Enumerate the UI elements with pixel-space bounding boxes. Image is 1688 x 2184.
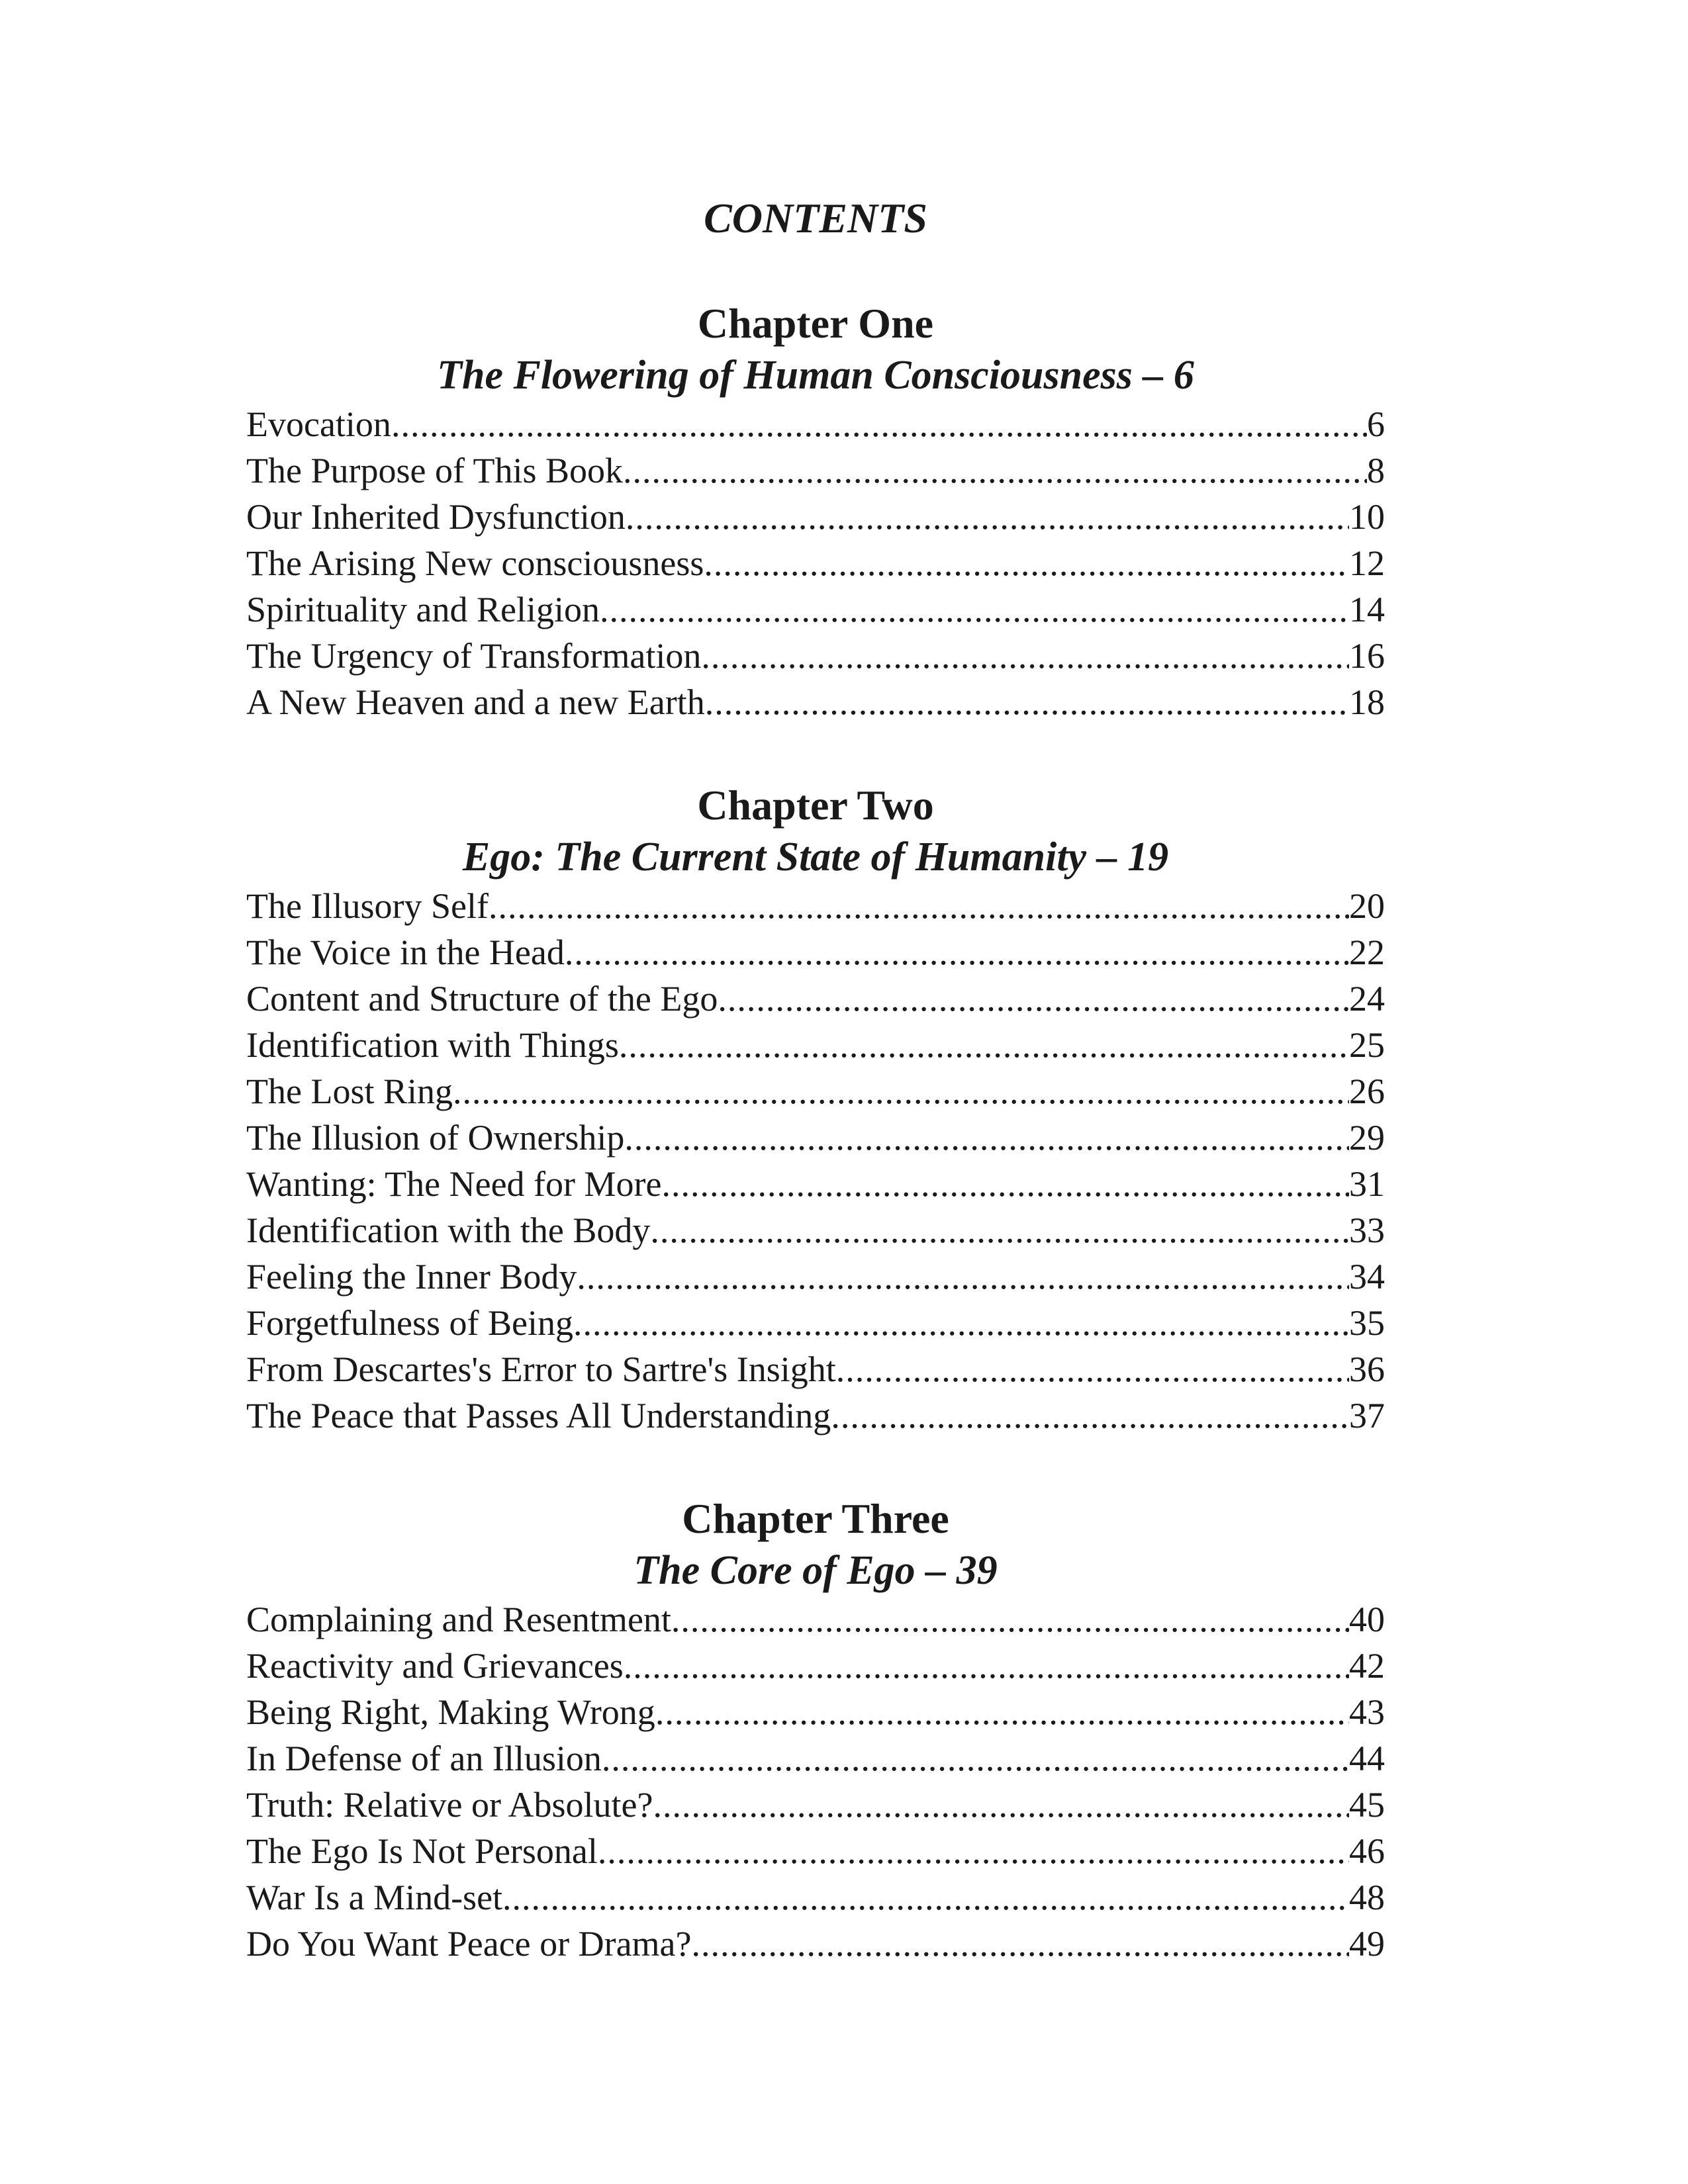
toc-entry-title: Truth: Relative or Absolute? <box>246 1785 653 1825</box>
toc-entry-title: The Illusion of Ownership <box>246 1118 625 1158</box>
chapter-section <box>246 1493 1385 1967</box>
toc-entry-page-number: 24 <box>1349 979 1385 1019</box>
toc-entry[interactable] <box>246 1921 1385 1967</box>
toc-entry-page-number: 36 <box>1349 1349 1385 1389</box>
chapter-list <box>246 298 1385 1967</box>
dot-leader <box>624 1115 1349 1161</box>
dot-leader <box>573 1300 1349 1346</box>
toc-entry-title: In Defense of an Illusion <box>246 1739 602 1778</box>
toc-entry-title: From Descartes's Error to Sartre's Insight <box>246 1349 836 1389</box>
dot-leader <box>598 1828 1349 1874</box>
toc-entry-title: Do You Want Peace or Drama? <box>246 1924 692 1964</box>
toc-entry-page-number: 20 <box>1349 886 1385 926</box>
toc-entry-title: Our Inherited Dysfunction <box>246 497 626 537</box>
toc-entry[interactable] <box>246 1596 1385 1643</box>
chapter-heading: Chapter One <box>697 300 934 347</box>
toc-entry-page-number: 8 <box>1367 451 1385 490</box>
dot-leader <box>623 447 1367 494</box>
toc-entry-page-number: 33 <box>1349 1210 1385 1250</box>
toc-entry-title: The Lost Ring <box>246 1071 453 1111</box>
toc-entry-page-number: 49 <box>1349 1924 1385 1964</box>
dot-leader <box>502 1874 1349 1921</box>
toc-entry-title: Evocation <box>246 404 391 444</box>
toc-entry-title: Spirituality and Religion <box>246 590 600 629</box>
toc-entry-title: Wanting: The Need for More <box>246 1164 662 1204</box>
dot-leader <box>831 1392 1349 1439</box>
toc-entry-page-number: 29 <box>1349 1118 1385 1158</box>
dot-leader <box>489 883 1349 929</box>
toc-entry-page-number: 18 <box>1349 682 1385 722</box>
toc-entry-page-number: 40 <box>1349 1600 1385 1639</box>
dot-leader <box>836 1346 1349 1392</box>
toc-entry-title: Feeling the Inner Body <box>246 1257 577 1297</box>
contents-title: CONTENTS <box>704 195 927 242</box>
toc-entry[interactable] <box>246 1346 1385 1392</box>
chapter-section <box>246 298 1385 725</box>
toc-entry-page-number: 25 <box>1349 1025 1385 1065</box>
chapter-section <box>246 780 1385 1439</box>
dot-leader <box>705 679 1349 725</box>
toc-entry[interactable] <box>246 929 1385 976</box>
dot-leader <box>577 1253 1349 1300</box>
toc-entry-title: A New Heaven and a new Earth <box>246 682 705 722</box>
toc-entry[interactable] <box>246 1207 1385 1253</box>
toc-entry-page-number: 35 <box>1349 1303 1385 1343</box>
dot-leader <box>661 1161 1349 1207</box>
toc-entry-page-number: 43 <box>1349 1692 1385 1732</box>
toc-entry[interactable] <box>246 1068 1385 1115</box>
dot-leader <box>600 586 1349 633</box>
dot-leader <box>619 1022 1349 1068</box>
toc-entry[interactable] <box>246 883 1385 929</box>
contents-page <box>246 192 1385 1967</box>
toc-entry-list <box>246 883 1385 1439</box>
toc-entry-title: Identification with the Body <box>246 1210 651 1250</box>
dot-leader <box>653 1782 1349 1828</box>
toc-entry[interactable] <box>246 586 1385 633</box>
toc-entry-title: The Urgency of Transformation <box>246 636 702 676</box>
toc-entry-title: War Is a Mind-set <box>246 1878 503 1917</box>
toc-entry-title: Forgetfulness of Being <box>246 1303 573 1343</box>
toc-entry-page-number: 37 <box>1349 1396 1385 1435</box>
toc-entry[interactable] <box>246 1392 1385 1439</box>
chapter-heading: Chapter Two <box>697 782 934 829</box>
toc-entry-title: Content and Structure of the Ego <box>246 979 718 1019</box>
toc-entry-title: The Ego Is Not Personal <box>246 1831 598 1871</box>
toc-entry[interactable] <box>246 1828 1385 1874</box>
toc-entry[interactable] <box>246 1689 1385 1735</box>
toc-entry-page-number: 14 <box>1349 590 1385 629</box>
toc-entry-page-number: 31 <box>1349 1164 1385 1204</box>
toc-entry[interactable] <box>246 1253 1385 1300</box>
toc-entry[interactable] <box>246 976 1385 1022</box>
toc-entry[interactable] <box>246 447 1385 494</box>
toc-entry[interactable] <box>246 494 1385 540</box>
dot-leader <box>391 401 1367 447</box>
dot-leader <box>624 1643 1349 1689</box>
toc-entry[interactable] <box>246 1735 1385 1782</box>
toc-entry-page-number: 44 <box>1349 1739 1385 1778</box>
toc-entry-list <box>246 1596 1385 1967</box>
toc-entry-page-number: 42 <box>1349 1646 1385 1686</box>
dot-leader <box>565 929 1349 976</box>
toc-entry[interactable] <box>246 633 1385 679</box>
toc-entry-page-number: 46 <box>1349 1831 1385 1871</box>
toc-entry-title: The Arising New consciousness <box>246 543 704 583</box>
toc-entry-title: The Peace that Passes All Understanding <box>246 1396 831 1435</box>
toc-entry-page-number: 16 <box>1349 636 1385 676</box>
dot-leader <box>704 540 1349 586</box>
toc-entry[interactable] <box>246 1161 1385 1207</box>
dot-leader <box>718 976 1349 1022</box>
toc-entry-page-number: 22 <box>1349 933 1385 972</box>
chapter-heading: Chapter Three <box>682 1495 949 1542</box>
toc-entry-title: Reactivity and Grievances <box>246 1646 624 1686</box>
chapter-subtitle: The Flowering of Human Consciousness – 6 <box>437 353 1194 398</box>
toc-entry-title: Being Right, Making Wrong <box>246 1692 655 1732</box>
toc-entry[interactable] <box>246 1115 1385 1161</box>
toc-entry[interactable] <box>246 1782 1385 1828</box>
toc-entry-title: Complaining and Resentment <box>246 1600 671 1639</box>
dot-leader <box>655 1689 1349 1735</box>
toc-entry-list <box>246 401 1385 725</box>
toc-entry[interactable] <box>246 1874 1385 1921</box>
toc-entry-page-number: 12 <box>1349 543 1385 583</box>
toc-entry-title: The Purpose of This Book <box>246 451 623 490</box>
dot-leader <box>671 1596 1349 1643</box>
chapter-subtitle: Ego: The Current State of Humanity – 19 <box>462 835 1169 880</box>
toc-entry-title: The Voice in the Head <box>246 933 565 972</box>
toc-entry[interactable] <box>246 1300 1385 1346</box>
toc-entry[interactable] <box>246 679 1385 725</box>
dot-leader <box>602 1735 1349 1782</box>
toc-entry-page-number: 48 <box>1349 1878 1385 1917</box>
toc-entry-page-number: 45 <box>1349 1785 1385 1825</box>
toc-entry[interactable] <box>246 401 1385 447</box>
toc-entry-page-number: 26 <box>1349 1071 1385 1111</box>
toc-entry-title: The Illusory Self <box>246 886 489 926</box>
toc-entry-page-number: 6 <box>1367 404 1385 444</box>
toc-entry-page-number: 34 <box>1349 1257 1385 1297</box>
dot-leader <box>453 1068 1349 1115</box>
dot-leader <box>701 633 1349 679</box>
toc-entry[interactable] <box>246 1643 1385 1689</box>
toc-entry-title: Identification with Things <box>246 1025 619 1065</box>
dot-leader <box>626 494 1349 540</box>
toc-entry[interactable] <box>246 540 1385 586</box>
dot-leader <box>650 1207 1349 1253</box>
chapter-subtitle: The Core of Ego – 39 <box>633 1548 998 1593</box>
dot-leader <box>692 1921 1350 1967</box>
toc-entry[interactable] <box>246 1022 1385 1068</box>
toc-entry-page-number: 10 <box>1349 497 1385 537</box>
